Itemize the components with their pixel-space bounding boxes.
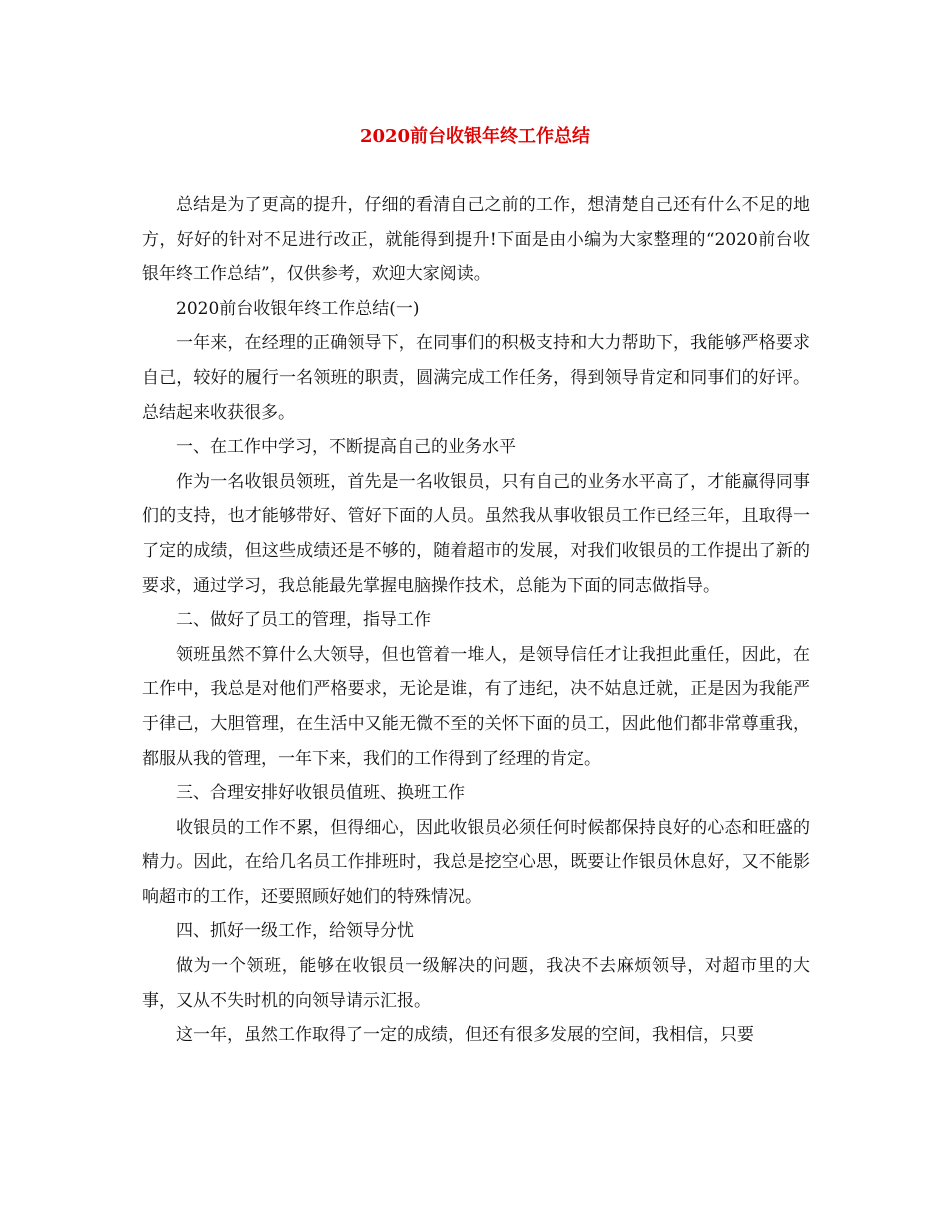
section-heading-3: 三、合理安排好收银员值班、换班工作 (176, 783, 465, 804)
body-paragraph: 做为一个领班，能够在收银员一级解决的问题，我决不去麻烦领导，对超市里的大事，又从不失时机的向领导请示汇报。 (142, 956, 810, 1011)
body-paragraph: 作为一名收银员领班，首先是一名收银员，只有自己的业务水平高了，才能赢得同事们的支持，也才能够带好、管好下面的人员。虽然我从事收银员工作已经三年，且取得一了定的成绩，但这些成绩还是不够的，随着超市的发展，对我们收银员的工作提出了新的要求，通过学习，我总能最先掌握电脑操作技术，总能为下面的同志做指导。 (142, 471, 810, 596)
intro-paragraph: 总结是为了更高的提升，仔细的看清自己之前的工作，想清楚自己还有什么不足的地方，好好的针对不足进行改正，就能得到提升!下面是由小编为大家整理的“2020前台收银年终工作总结”，仅供参考，欢迎大家阅读。 (142, 195, 810, 285)
section-heading-2: 二、做好了员工的管理，指导工作 (176, 610, 431, 631)
body-paragraph: 领班虽然不算什么大领导，但也管着一堆人，是领导信任才让我担此重任，因此，在工作中，我总是对他们严格要求，无论是谁，有了违纪，决不姑息迁就，正是因为我能严于律己，大胆管理，在生活中又能无微不至的关怀下面的员工，因此他们都非常尊重我，都服从我的管理，一年下来，我们的工作得到了经理的肯定。 (142, 644, 810, 769)
section-heading-4: 四、抓好一级工作，给领导分忧 (176, 921, 414, 942)
body-paragraph: 一年来，在经理的正确领导下，在同事们的积极支持和大力帮助下，我能够严格要求自己，较好的履行一名领班的职责，圆满完成工作任务，得到领导肯定和同事们的好评。总结起来收获很多。 (142, 333, 810, 423)
body-paragraph: 收银员的工作不累，但得细心，因此收银员必须任何时候都保持良好的心态和旺盛的精力。因此，在给几名员工作排班时，我总是挖空心思，既要让作银员休息好，又不能影响超市的工作，还要照顾好她们的特殊情况。 (142, 817, 810, 907)
document-body (142, 188, 810, 1053)
section-heading-1: 一、在工作中学习，不断提高自己的业务水平 (176, 437, 516, 458)
subheading-part-one: 2020前台收银年终工作总结(一) (176, 298, 420, 319)
body-paragraph: 这一年，虽然工作取得了一定的成绩，但还有很多发展的空间，我相信，只要 (176, 1025, 754, 1046)
document-title: 2020前台收银年终工作总结 (359, 126, 591, 147)
